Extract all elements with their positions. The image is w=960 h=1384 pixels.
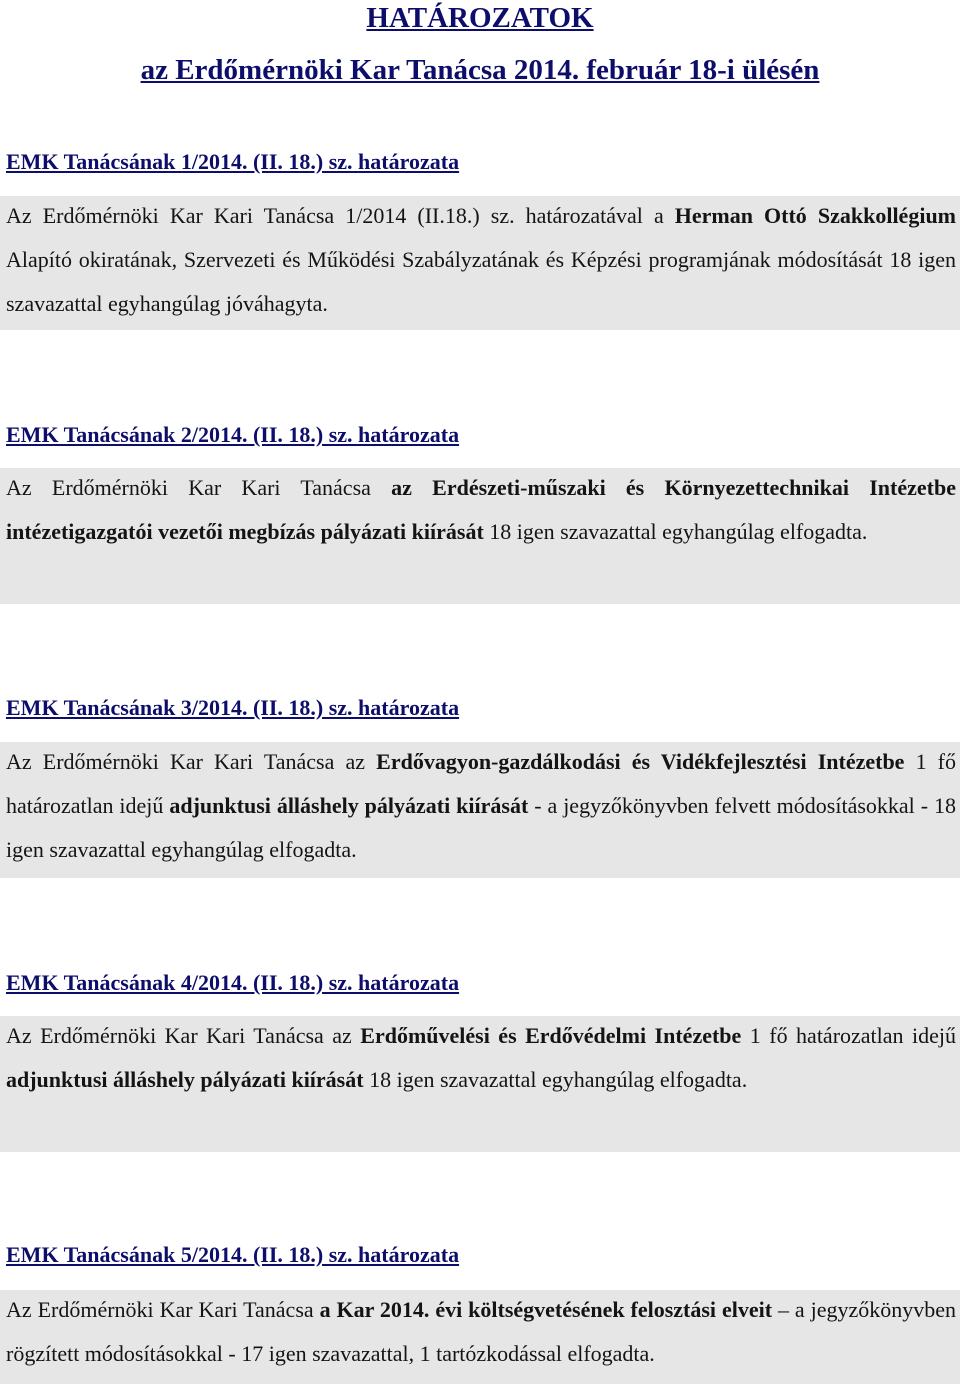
decision-1-part-3: Alapító okiratának, Szervezeti és Működési Szabályzatának és Képzési programjának módosítását 18 igen szavazattal egyhangúlag jóváhagyta. bbox=[6, 247, 956, 316]
document-subtitle: az Erdőmérnöki Kar Tanácsa 2014. február 18-i ülésén bbox=[140, 54, 820, 86]
decision-3-heading: EMK Tanácsának 3/2014. (II. 18.) sz. határozata bbox=[6, 695, 460, 720]
decision-1-text bbox=[6, 194, 956, 326]
decision-3-part-3: 1 fő határozatlan idejű bbox=[6, 749, 957, 818]
decision-3-part-5: - a jegyzőkönyvben felvett módosításokkal - 18 igen szavazattal egyhangúlag elfogadta. bbox=[6, 793, 956, 862]
decision-2-part-2: az Erdészeti-műszaki és Környezettechnikai Intézetbe intézetigazgatói vezetői megbízás pályázati kiírását bbox=[6, 475, 956, 544]
decision-2-part-3: 18 igen szavazattal egyhangúlag elfogadta. bbox=[483, 519, 868, 544]
decision-4-part-4: adjunktusi álláshely pályázati kiírását bbox=[6, 1067, 364, 1092]
decision-4-part-2: Erdőművelési és Erdővédelmi Intézetbe bbox=[360, 1023, 742, 1048]
decision-5-part-1: Az Erdőmérnöki Kar Kari Tanácsa bbox=[6, 1297, 320, 1322]
decision-1-heading: EMK Tanácsának 1/2014. (II. 18.) sz. határozata bbox=[6, 149, 460, 174]
decision-1-part-1: Az Erdőmérnöki Kar Kari Tanácsa 1/2014 (II.18.) sz. határozatával a bbox=[6, 203, 675, 228]
decision-4-part-1: Az Erdőmérnöki Kar Kari Tanácsa az bbox=[6, 1023, 361, 1048]
decision-2-text bbox=[6, 466, 956, 554]
decision-3-part-1: Az Erdőmérnöki Kar Kari Tanácsa az bbox=[6, 749, 377, 774]
decision-3-part-2: Erdővagyon-gazdálkodási és Vidékfejlesztési Intézetbe bbox=[376, 749, 905, 774]
decision-5-part-2: a Kar 2014. évi költségvetésének felosztási elveit bbox=[319, 1297, 773, 1322]
decision-5-text bbox=[6, 1288, 956, 1376]
decision-4-part-3: 1 fő határozatlan idejű bbox=[741, 1023, 956, 1048]
decision-4-text bbox=[6, 1014, 956, 1102]
decision-4-part-5: 18 igen szavazattal egyhangúlag elfogadta. bbox=[363, 1067, 748, 1092]
decision-2-part-1: Az Erdőmérnöki Kar Kari Tanácsa bbox=[6, 475, 392, 500]
decision-5-part-3: – a jegyzőkönyvben rögzített módosításokkal - 17 igen szavazattal, 1 tartózkodással elfogadta. bbox=[6, 1297, 957, 1366]
decision-3-text bbox=[6, 740, 956, 872]
document-title: HATÁROZATOK bbox=[366, 2, 594, 34]
decision-2-heading: EMK Tanácsának 2/2014. (II. 18.) sz. határozata bbox=[6, 422, 460, 447]
decision-3-part-4: adjunktusi álláshely pályázati kiírását bbox=[169, 793, 529, 818]
decision-1-part-2: Herman Ottó Szakkollégium bbox=[674, 203, 956, 228]
decision-4-heading: EMK Tanácsának 4/2014. (II. 18.) sz. határozata bbox=[6, 970, 460, 995]
decision-5-heading: EMK Tanácsának 5/2014. (II. 18.) sz. határozata bbox=[6, 1242, 460, 1267]
